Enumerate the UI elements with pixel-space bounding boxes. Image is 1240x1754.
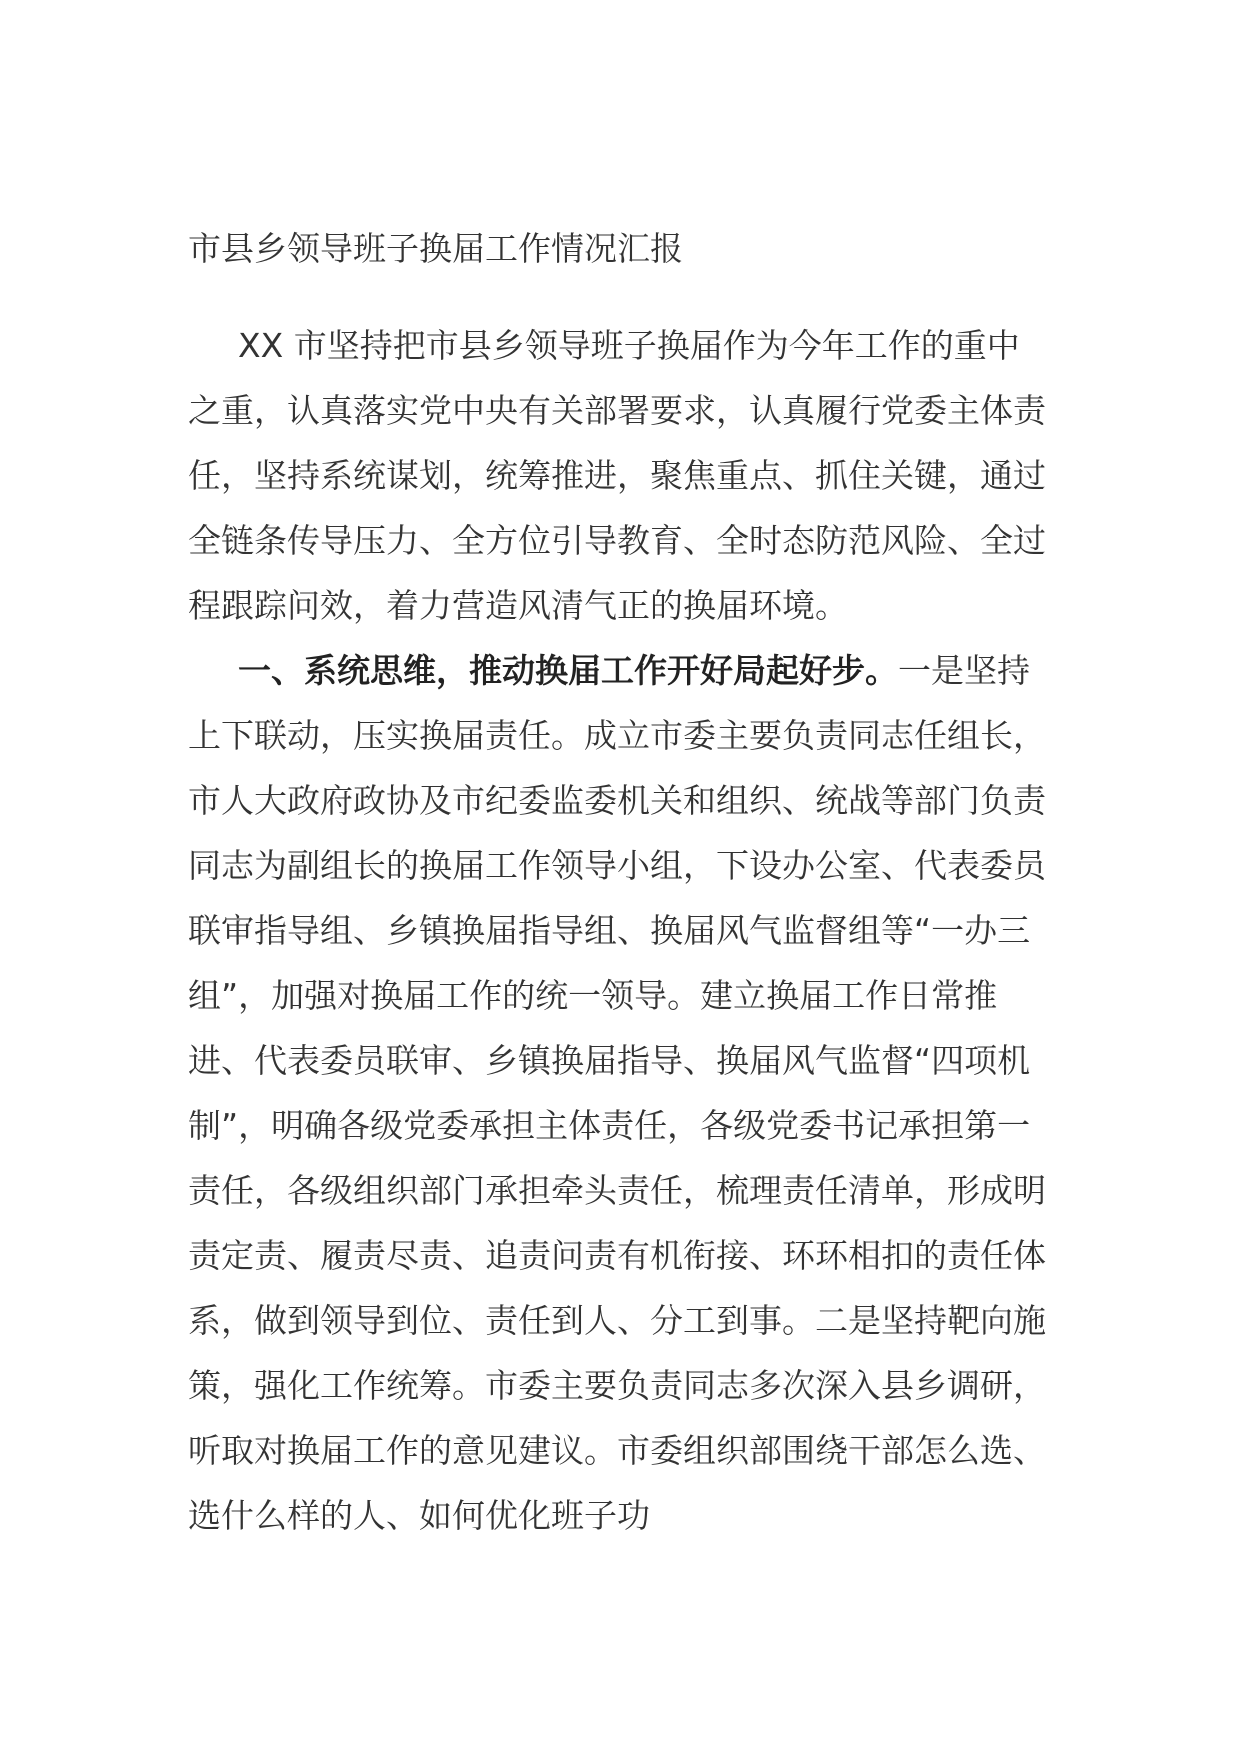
document-title: 市县乡领导班子换届工作情况汇报 (188, 229, 683, 268)
paragraph-intro (188, 313, 1048, 638)
paragraph-text: XX 市坚持把市县乡领导班子换届作为今年工作的重中之重，认真落实党中央有关部署要求，认真履行党委主体责任，坚持系统谋划，统筹推进，聚焦重点、抓住关键，通过全链条传导压力、全方位引导教育、全时态防范风险、全过程跟踪问效，着力营造风清气正的换届环境。 (188, 326, 1046, 625)
paragraph-section-1 (188, 638, 1048, 1548)
section-heading: 一、系统思维，推动换届工作开好局起好步。 (238, 651, 898, 690)
paragraph-text: 一是坚持上下联动，压实换届责任。成立市委主要负责同志任组长，市人大政府政协及市纪委监委机关和组织、统战等部门负责同志为副组长的换届工作领导小组，下设办公室、代表委员联审指导组、乡镇换届指导组、换届风气监督组等“一办三组”，加强对换届工作的统一领导。建立换届工作日常推进、代表委员联审、乡镇换届指导、换届风气监督“四项机制”，明确各级党委承担主体责任，各级党委书记承担第一责任，各级组织部门承担牵头责任，梳理责任清单，形成明责定责、履责尽责、追责问责有机衔接、环环相扣的责任体系，做到领导到位、责任到人、分工到事。二是坚持靶向施策，强化工作统筹。市委主要负责同志多次深入县乡调研，听取对换届工作的意见建议。市委组织部围绕干部怎么选、选什么样的人、如何优化班子功 (188, 651, 1046, 1535)
document-body (188, 313, 1048, 1548)
